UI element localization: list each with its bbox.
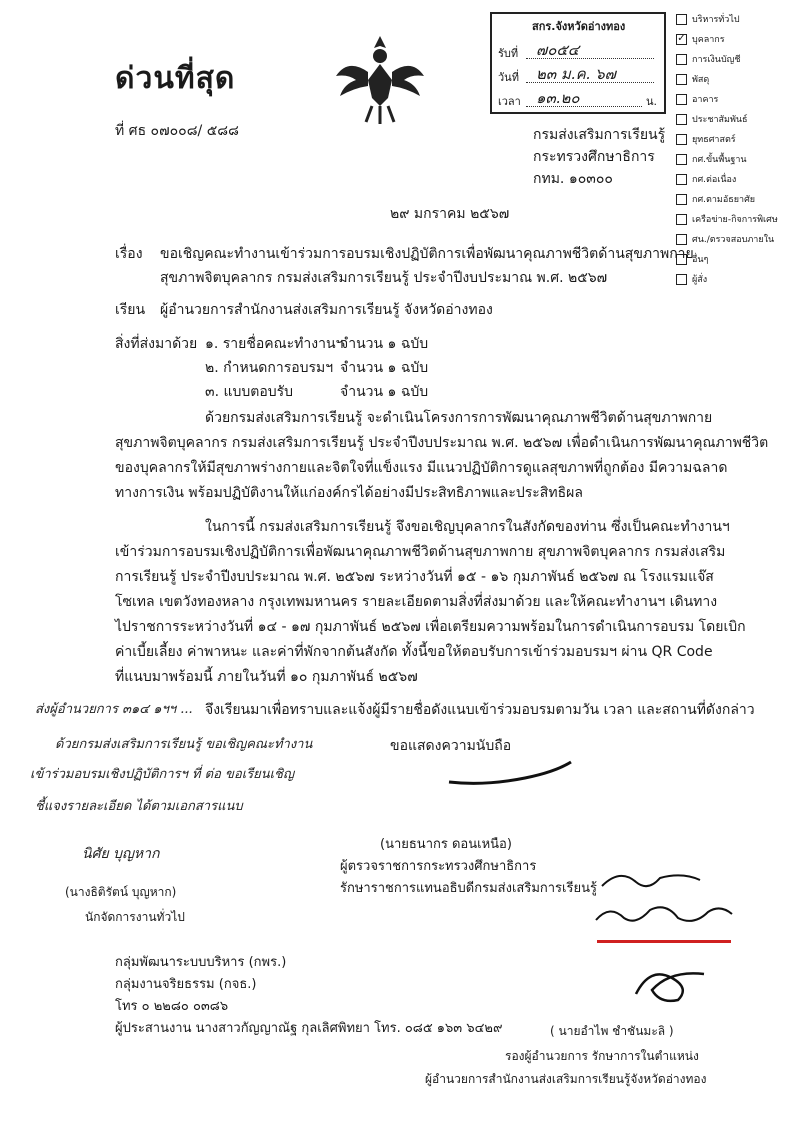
checkbox-icon[interactable] — [676, 214, 687, 225]
org-line-1: กรมส่งเสริมการเรียนรู้ — [533, 127, 666, 143]
closing-text: ขอแสดงความนับถือ — [390, 738, 512, 754]
approver-position-2: ผู้อำนวยการสำนักงานส่งเสริมการเรียนรู้จังหวัดอ่างทอง — [425, 1072, 707, 1086]
checkbox-icon[interactable] — [676, 54, 687, 65]
enclosure-qty: จำนวน ๑ ฉบับ — [340, 336, 429, 352]
routing-item[interactable]: อื่นๆ — [676, 252, 708, 266]
stamp-date-value: ๒๓ ม.ค. ๖๗ — [536, 65, 616, 83]
body-para3: จึงเรียนมาเพื่อทราบและแจ้งผู้มีรายชื่อดังแนบเข้าร่วมอบรมตามวัน เวลา และสถานที่ดังกล่าว — [205, 702, 755, 718]
body-para2-line: ในการนี้ กรมส่งเสริมการเรียนรู้ จึงขอเชิญบุคลากรในสังกัดของท่าน ซึ่งเป็นคณะทำงานฯ — [205, 519, 730, 535]
stamp-received-number: ๗๐๕๔ — [536, 41, 580, 59]
document-number: ที่ ศธ ๐๗๐๐๘/ ๕๘๘ — [115, 123, 239, 139]
body-para2-line: ไปราชการระหว่างวันที่ ๑๔ - ๑๗ กุมภาพันธ์ ๒๕๖๗ เพื่อเตรียมความพร้อมในการดำเนินการอบรม โดยเบิก — [115, 619, 746, 635]
signatory-position-1: ผู้ตรวจราชการกระทรวงศึกษาธิการ — [340, 859, 537, 874]
footer-line: กลุ่มพัฒนาระบบบริหาร (กพร.) — [115, 955, 287, 970]
org-line-3: กทม. ๑๐๓๐๐ — [533, 171, 613, 187]
stamp-title: สกร.จังหวัดอ่างทอง — [532, 20, 626, 33]
checkbox-icon[interactable] — [676, 174, 687, 185]
routing-item[interactable]: ยุทธศาสตร์ — [676, 132, 736, 146]
checkbox-icon[interactable] — [676, 194, 687, 205]
signatory-name: (นายธนากร ดอนเหนือ) — [380, 837, 512, 852]
body-para2-line: โซเทล เขตวังทองหลาง กรุงเทพมหานคร รายละเอียดตามสิ่งที่ส่งมาด้วย และให้คณะทำงานฯ เดินทาง — [115, 594, 718, 610]
urgency-heading: ด่วนที่สุด — [115, 61, 236, 96]
stamp-label-date: วันที่ — [498, 71, 519, 84]
routing-item[interactable]: พัสดุ — [676, 72, 709, 86]
stamp-time-suffix: น. — [646, 95, 658, 108]
routing-item[interactable]: กศ.ต่อเนื่อง — [676, 172, 736, 186]
handwritten-note-line: ส่งผู้อำนวยการ ๓๑๔ ๑ฯฯ ... — [35, 702, 193, 717]
checkbox-icon[interactable] — [676, 134, 687, 145]
to-label: เรียน — [115, 302, 146, 318]
enclosures-label: สิ่งที่ส่งมาด้วย — [115, 336, 198, 352]
routing-item[interactable]: เครือข่าย-กิจการพิเศษ — [676, 212, 778, 226]
deputy-signature-icon — [630, 960, 710, 1005]
subject-line-1: ขอเชิญคณะทำงานเข้าร่วมการอบรมเชิงปฏิบัติการเพื่อพัฒนาคุณภาพชีวิตด้านสุขภาพกาย — [160, 246, 694, 262]
signature-underline — [597, 940, 731, 943]
handwritten-note-line: เข้าร่วมอบรมเชิงปฏิบัติการฯ ที่ ต่อ ขอเรียนเชิญ — [30, 767, 295, 782]
to-recipient: ผู้อำนวยการสำนักงานส่งเสริมการเรียนรู้ จังหวัดอ่างทอง — [160, 302, 493, 318]
stamp-label-time: เวลา — [498, 95, 521, 108]
signatory-position-2: รักษาราชการแทนอธิบดีกรมส่งเสริมการเรียนรู้ — [340, 881, 597, 896]
body-para1-line: ด้วยกรมส่งเสริมการเรียนรู้ จะดำเนินโครงการการพัฒนาคุณภาพชีวิตด้านสุขภาพกาย — [205, 410, 713, 426]
routing-item[interactable]: ✓ บุคลากร — [677, 33, 725, 45]
routing-item[interactable]: กศ.ขั้นพื้นฐาน — [676, 152, 747, 166]
signature-scribble-icon — [445, 760, 575, 790]
enclosure-name: ๒. กำหนดการอบรมฯ — [205, 360, 334, 376]
enclosure-qty: จำนวน ๑ ฉบับ — [340, 360, 429, 376]
checkbox-checked-icon[interactable]: ✓ — [677, 33, 686, 44]
body-para1-line: ของบุคลากรให้มีสุขภาพร่างกายและจิตใจที่แข็งแรง มีแนวปฏิบัติการดูแลสุขภาพที่ถูกต้อง มีความฉลาด — [115, 460, 728, 476]
subject-line-2: สุขภาพจิตบุคลากร กรมส่งเสริมการเรียนรู้ ประจำปีงบประมาณ พ.ศ. ๒๕๖๗ — [160, 270, 608, 286]
checkbox-icon[interactable] — [676, 114, 687, 125]
body-para2-line: การเรียนรู้ ประจำปีงบประมาณ พ.ศ. ๒๕๖๗ ระหว่างวันที่ ๑๕ - ๑๖ กุมภาพันธ์ ๒๕๖๗ ณ โรงแรมแจ๊ส — [115, 569, 714, 585]
routing-item[interactable]: ประชาสัมพันธ์ — [676, 112, 748, 126]
footer-line: กลุ่มงานจริยธรรม (กจธ.) — [115, 977, 257, 992]
enclosure-name: ๑. รายชื่อคณะทำงานฯ — [205, 336, 344, 352]
routing-item[interactable]: อาคาร — [676, 92, 718, 106]
routing-item[interactable]: บริหารทั่วไป — [676, 12, 740, 26]
checkbox-icon[interactable] — [676, 14, 687, 25]
routing-item[interactable]: การเงินบัญชี — [676, 52, 740, 66]
body-para2-line: ที่แนบมาพร้อมนี้ ภายในวันที่ ๑๐ กุมภาพันธ์ ๒๕๖๗ — [115, 669, 418, 685]
approver-signature-icon — [590, 862, 740, 937]
checkbox-icon[interactable] — [676, 74, 687, 85]
left-officer-name: (นางธิติรัตน์ บุญหาก) — [65, 885, 177, 899]
body-para1-line: สุขภาพจิตบุคลากร กรมส่งเสริมการเรียนรู้ ประจำปีงบประมาณ พ.ศ. ๒๕๖๗ เพื่อดำเนินการพัฒนาคุณภาพชีวิต — [115, 435, 769, 451]
handwritten-note-line: ชี้แจงรายละเอียด ได้ตามเอกสารแนบ — [35, 799, 243, 814]
handwritten-note-line: ด้วยกรมส่งเสริมการเรียนรู้ ขอเชิญคณะทำงาน — [55, 737, 313, 752]
enclosure-name: ๓. แบบตอบรับ — [205, 384, 294, 400]
approver-position-1: รองผู้อำนวยการ รักษาการในตำแหน่ง — [505, 1049, 699, 1063]
left-officer-role: นักจัดการงานทั่วไป — [85, 910, 185, 924]
approver-name: ( นายอำไพ ชำชันมะลิ ) — [550, 1024, 674, 1038]
left-signature: นิศัย บุญหาก — [82, 846, 160, 862]
document-date: ๒๙ มกราคม ๒๕๖๗ — [390, 206, 510, 222]
footer-line: ผู้ประสานงาน นางสาวกัญญาณัฐ กุลเลิศพิทยา โทร. ๐๘๕ ๑๖๓ ๖๔๒๙ — [115, 1021, 503, 1036]
body-para2-line: ค่าเบี้ยเลี้ยง ค่าพาหนะ และค่าที่พักจากต้นสังกัด ทั้งนี้ขอให้ตอบรับการเข้าร่วมอบรมฯ ผ่าน QR Code — [115, 644, 713, 660]
body-para1-line: ทางการเงิน พร้อมปฏิบัติงานให้แก่องค์กรได้อย่างมีประสิทธิภาพและประสิทธิผล — [115, 485, 583, 501]
stamp-time-value: ๑๓.๒๐ — [536, 89, 580, 107]
checkbox-icon[interactable] — [676, 94, 687, 105]
body-para2-line: เข้าร่วมการอบรมเชิงปฏิบัติการเพื่อพัฒนาคุณภาพชีวิตด้านสุขภาพกาย สุขภาพจิตบุคลากร กรมส่งเสริม — [115, 544, 726, 560]
routing-item[interactable]: ศน./ตรวจสอบภายใน — [676, 232, 774, 246]
receiving-stamp — [490, 12, 666, 114]
org-line-2: กระทรวงศึกษาธิการ — [533, 149, 655, 165]
checkbox-icon[interactable] — [676, 154, 687, 165]
routing-item[interactable]: กศ.ตามอัธยาศัย — [676, 192, 755, 206]
footer-line: โทร ๐ ๒๒๘๐ ๐๓๘๖ — [115, 999, 229, 1014]
subject-label: เรื่อง — [115, 246, 143, 262]
enclosure-qty: จำนวน ๑ ฉบับ — [340, 384, 429, 400]
checkbox-icon[interactable] — [676, 274, 687, 285]
garuda-emblem-icon — [330, 28, 430, 128]
routing-item[interactable]: ผู้สั่ง — [676, 272, 707, 286]
stamp-label-received: รับที่ — [498, 47, 519, 60]
